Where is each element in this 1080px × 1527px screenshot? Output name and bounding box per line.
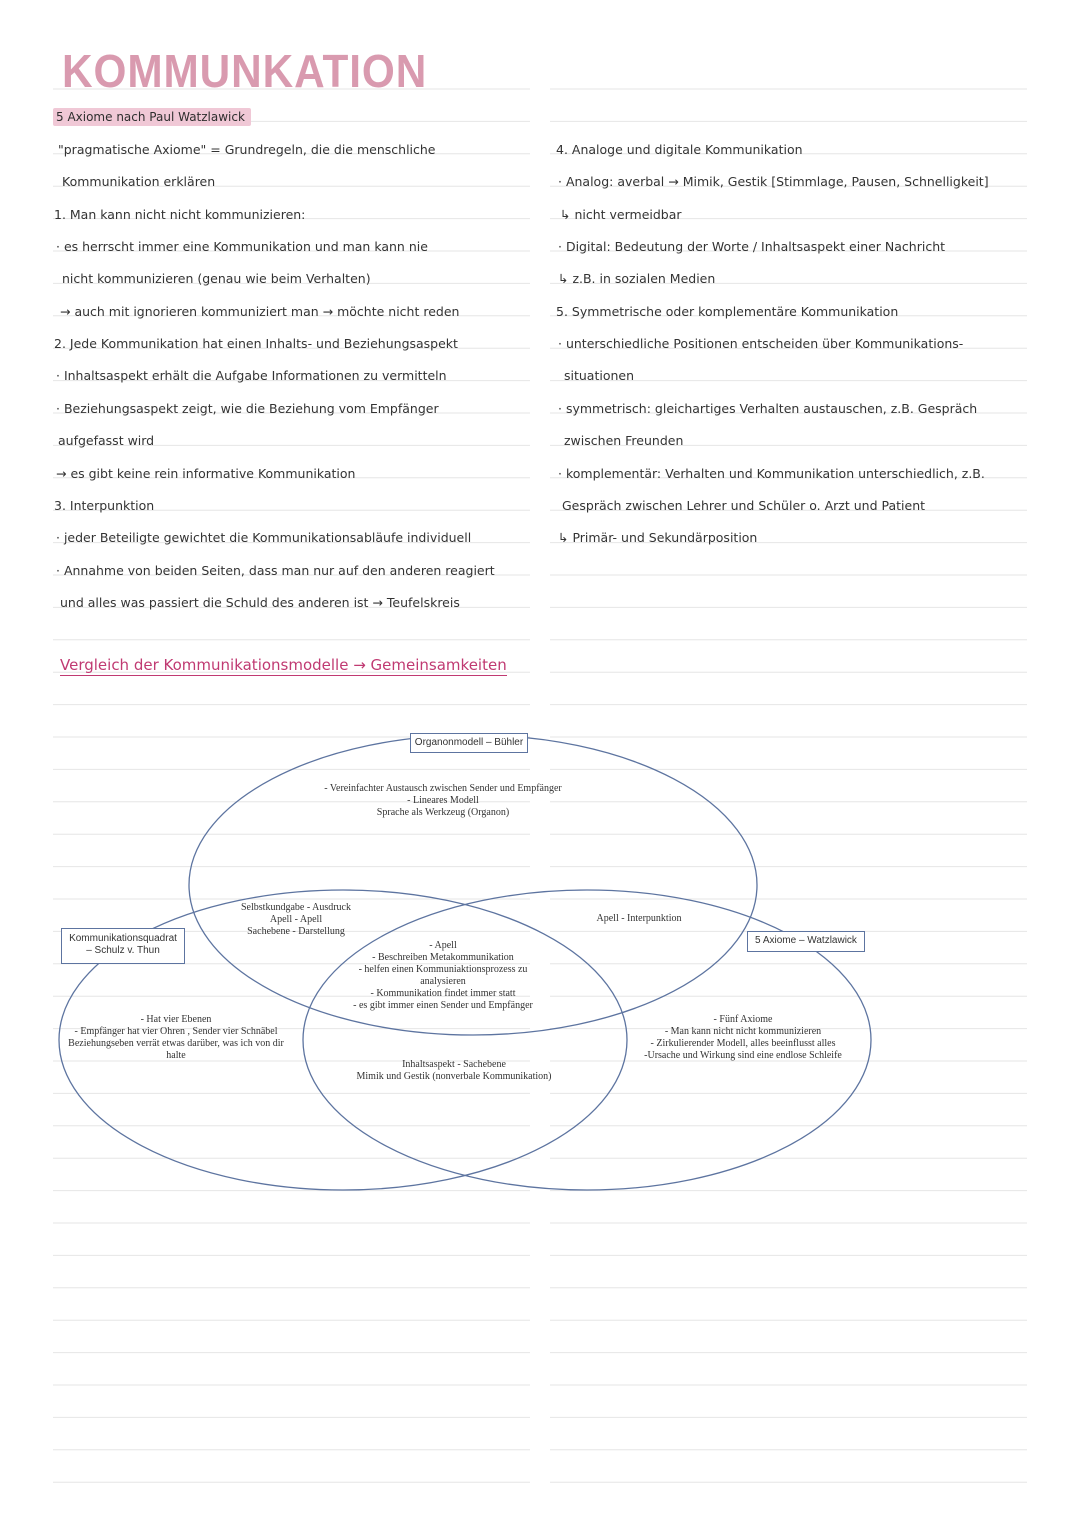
venn-text: halte — [166, 1050, 186, 1061]
venn-text: - Apell — [429, 940, 457, 951]
note-line: zwischen Freunden — [564, 433, 684, 448]
venn-text: Inhaltsaspekt - Sachebene — [402, 1059, 506, 1070]
venn-text: - Beschreiben Metakommunikation — [372, 952, 514, 963]
note-line: und alles was passiert die Schuld des anderen ist → Teufelskreis — [60, 595, 460, 610]
note-line: → es gibt keine rein informative Kommunikation — [56, 466, 356, 481]
label-schulz — [61, 928, 185, 964]
region-center — [353, 940, 533, 1012]
venn-text: Selbstkundgabe - Ausdruck — [241, 902, 351, 913]
note-line: · komplementär: Verhalten und Kommunikation unterschiedlich, z.B. — [558, 466, 985, 481]
venn-text: - Lineares Modell — [407, 795, 479, 806]
venn-text: Apell - Interpunktion — [596, 913, 682, 924]
region-organon-only — [324, 783, 562, 819]
region-schulz-only — [68, 1014, 284, 1062]
venn-text: - helfen einen Kommuniaktionsprozess zu — [358, 964, 528, 975]
note-line: ↳ z.B. in sozialen Medien — [558, 271, 716, 286]
note-line: Gespräch zwischen Lehrer und Schüler o. Arzt und Patient — [562, 498, 926, 513]
venn-text: Apell - Apell — [269, 914, 323, 925]
note-line: · Beziehungsaspekt zeigt, wie die Beziehung vom Empfänger — [56, 401, 439, 416]
venn-text: - Fünf Axiome — [713, 1014, 773, 1025]
note-line: · jeder Beteiligte gewichtet die Kommunikationsabläufe individuell — [56, 530, 472, 545]
note-line: · Analog: averbal → Mimik, Gestik [Stimmlage, Pausen, Schnelligkeit] — [558, 174, 989, 189]
region-watzlawick-only — [644, 1014, 842, 1062]
note-line: 5. Symmetrische oder komplementäre Kommunikation — [556, 304, 899, 319]
note-line: 4. Analoge und digitale Kommunikation — [556, 142, 803, 157]
venn-text: - Man kann nicht nicht kommunizieren — [664, 1026, 822, 1037]
note-line: · es herrscht immer eine Kommunikation und man kann nie — [56, 239, 428, 254]
region-organon-schulz — [241, 902, 351, 938]
note-line: · unterschiedliche Positionen entscheiden über Kommunikations- — [558, 336, 964, 351]
venn-text: - Zirkulierender Modell, alles beeinflusst alles — [650, 1038, 836, 1049]
label-schulz-line: Kommunikationsquadrat — [69, 933, 177, 944]
venn-text: - Hat vier Ebenen — [140, 1014, 212, 1025]
note-line: · Digital: Bedeutung der Worte / Inhaltsaspekt einer Nachricht — [558, 239, 946, 254]
note-line: 3. Interpunktion — [54, 498, 155, 513]
note-line: → auch mit ignorieren kommuniziert man → möchte nicht reden — [60, 304, 460, 319]
note-line: aufgefasst wird — [58, 433, 155, 448]
venn-text: Sprache als Werkzeug (Organon) — [376, 807, 510, 818]
section-heading-comparison: Vergleich der Kommunikationsmodelle → Gemeinsamkeiten — [60, 656, 507, 674]
note-line: nicht kommunizieren (genau wie beim Verhalten) — [62, 271, 371, 286]
note-line: Kommunikation erklären — [62, 174, 216, 189]
note-line: · symmetrisch: gleichartiges Verhalten austauschen, z.B. Gespräch — [558, 401, 978, 416]
note-line: situationen — [564, 368, 635, 383]
subtitle-highlight: 5 Axiome nach Paul Watzlawick — [53, 108, 251, 126]
note-line: ↳ nicht vermeidbar — [560, 207, 682, 222]
note-line: · Annahme von beiden Seiten, dass man nur auf den anderen reagiert — [56, 563, 495, 578]
region-organon-watzlawick — [597, 913, 682, 925]
note-line: 2. Jede Kommunikation hat einen Inhalts- und Beziehungsaspekt — [54, 336, 458, 351]
venn-text: Beziehungseben verrät etwas darüber, was ich von dir — [68, 1038, 284, 1049]
venn-text: - es gibt immer einen Sender und Empfänger — [353, 1000, 533, 1011]
note-line: · Inhaltsaspekt erhält die Aufgabe Informationen zu vermitteln — [56, 368, 447, 383]
venn-text: -Ursache und Wirkung sind eine endlose Schleife — [644, 1050, 842, 1061]
venn-text: - Kommunikation findet immer statt — [370, 988, 516, 999]
venn-text: - Empfänger hat vier Ohren , Sender vier Schnäbel — [74, 1026, 278, 1037]
venn-text: - Vereinfachter Austausch zwischen Sender und Empfänger — [324, 783, 562, 794]
note-line: ↳ Primär- und Sekundärposition — [558, 530, 758, 545]
venn-text: analysieren — [420, 976, 466, 987]
venn-text: Sachebene - Darstellung — [247, 926, 345, 937]
label-watzlawick: 5 Axiome – Watzlawick — [747, 931, 865, 952]
page-title: KOMMUNKATION — [62, 45, 428, 97]
note-line: 1. Man kann nicht nicht kommunizieren: — [54, 207, 306, 222]
venn-text: Mimik und Gestik (nonverbale Kommunikation) — [356, 1071, 552, 1082]
label-schulz-line: – Schulz v. Thun — [86, 945, 160, 956]
label-organon: Organonmodell – Bühler — [410, 733, 528, 753]
region-schulz-watzlawick — [357, 1059, 552, 1083]
note-line: "pragmatische Axiome" = Grundregeln, die die menschliche — [58, 142, 436, 157]
